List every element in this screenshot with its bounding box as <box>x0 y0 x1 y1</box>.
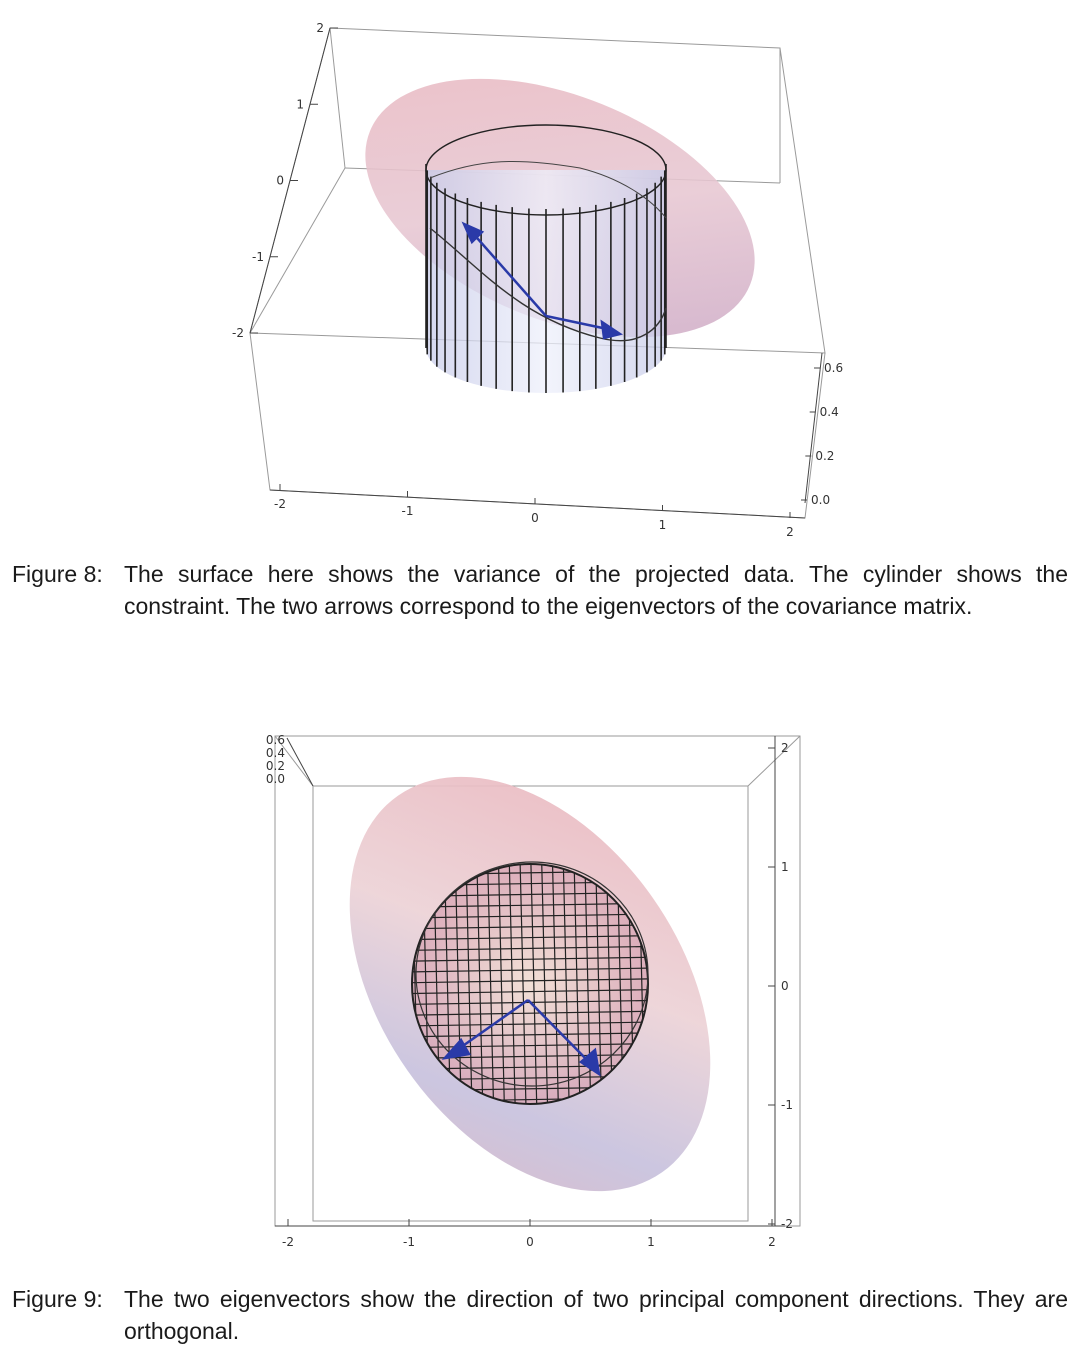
figure-9-caption-label: Figure 9: <box>12 1286 103 1312</box>
x-tick-label: -2 <box>282 1235 294 1249</box>
y-tick-label: -2 <box>232 326 244 340</box>
y-tick-label: -1 <box>781 1098 793 1112</box>
y-tick-label: 0 <box>276 173 284 188</box>
x-tick-label: 0 <box>531 511 539 525</box>
figure-8-caption-label: Figure 8: <box>12 561 103 587</box>
z-axis-line <box>287 738 313 786</box>
figure-9-z-axis <box>266 733 313 786</box>
figure-9-x-axis <box>275 1219 785 1249</box>
figure-8-caption <box>12 558 1068 622</box>
y-tick-label: 1 <box>781 860 789 874</box>
y-tick-label: 1 <box>296 97 304 112</box>
z-tick-label: 0.0 <box>265 772 285 786</box>
figure-9-y-axis <box>768 736 793 1231</box>
z-tick-label: 0.2 <box>815 449 835 463</box>
z-tick-label: 0.6 <box>824 361 844 375</box>
figure-9-caption-text: The two eigenvectors show the direction of two principal component directions. They are orthogonal. <box>124 1286 1068 1344</box>
x-tick-label: 2 <box>768 1235 776 1249</box>
y-tick-label: 0 <box>781 979 789 993</box>
z-tick-label: 0.6 <box>265 733 285 747</box>
figure-9-caption <box>12 1283 1068 1347</box>
z-tick-label: 0.2 <box>265 759 285 773</box>
z-tick-label: 0.4 <box>819 405 839 419</box>
x-tick-label: 1 <box>658 518 667 532</box>
figure-9-plot <box>255 728 815 1260</box>
figure-8-caption-text: The surface here shows the variance of the projected data. The cylinder shows the constraint. The two arrows correspond to the eigenvectors of the covariance matrix. <box>124 561 1068 619</box>
x-tick-label: -2 <box>274 497 286 511</box>
y-tick-label: -1 <box>252 249 264 264</box>
figure-8-x-axis <box>270 484 805 538</box>
x-tick-label: 2 <box>786 525 794 538</box>
figure-8-plot <box>220 18 860 538</box>
x-tick-label: -1 <box>401 504 414 518</box>
x-tick-label: 1 <box>647 1235 655 1249</box>
z-tick-label: 0.0 <box>811 493 831 507</box>
y-tick-label: 2 <box>781 741 789 755</box>
x-tick-label: -1 <box>403 1235 415 1249</box>
figure-8-y-axis <box>232 21 338 340</box>
z-tick-label: 0.4 <box>265 746 285 760</box>
z-axis-line <box>805 353 822 503</box>
x-tick-label: 0 <box>526 1235 534 1249</box>
y-tick-label: -2 <box>781 1217 793 1231</box>
y-tick-label: 2 <box>316 21 324 35</box>
